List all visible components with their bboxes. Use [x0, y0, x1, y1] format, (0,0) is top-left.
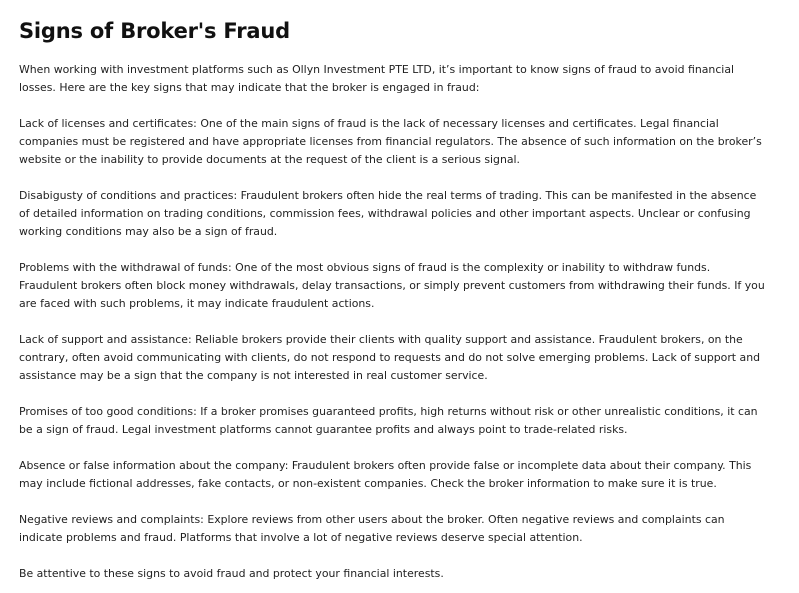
page-title: Signs of Broker's Fraud: [19, 19, 290, 43]
paragraph-withdrawal: Problems with the withdrawal of funds: One of the most obvious signs of fraud is the complexity or inability to withdraw funds. Fraudulent brokers often block money withdrawals, delay transactions, or simply prevent customers from withdrawing their funds. If you are faced with such problems, it may indicate fraudulent actions.: [19, 261, 765, 310]
paragraph-support: Lack of support and assistance: Reliable brokers provide their clients with quality support and assistance. Fraudulent brokers, on the contrary, often avoid communicating with clients, do not respond to requests and do not solve emerging problems. Lack of support and assistance may be a sign that the company is not interested in real customer service.: [19, 333, 761, 382]
paragraph-company-info: Absence or false information about the company: Fraudulent brokers often provide false or incomplete data about their company. This may include fictional addresses, fake contacts, or non-existent companies. Check the broker information to make sure it is true.: [19, 459, 752, 490]
intro-paragraph: When working with investment platforms such as Ollyn Investment PTE LTD, it’s important to know signs of fraud to avoid financial losses. Here are the key signs that may indicate that the broker is engaged in fraud:: [19, 63, 735, 94]
paragraph-promises: Promises of too good conditions: If a broker promises guaranteed profits, high returns without risk or other unrealistic conditions, it can be a sign of fraud. Legal investment platforms cannot guarantee profits and always point to trade-related risks.: [19, 405, 758, 436]
paragraph-conditions: Disabigusty of conditions and practices: Fraudulent brokers often hide the real terms of trading. This can be manifested in the absence of detailed information on trading conditions, commission fees, withdrawal policies and other important aspects. Unclear or confusing working conditions may also be a sign of fraud.: [19, 189, 757, 238]
closing-paragraph: Be attentive to these signs to avoid fraud and protect your financial interests.: [19, 567, 444, 580]
paragraph-reviews: Negative reviews and complaints: Explore reviews from other users about the broker. Often negative reviews and complaints can indicate problems and fraud. Platforms that involve a lot of negative reviews deserve special attention.: [19, 513, 725, 544]
paragraph-licenses: Lack of licenses and certificates: One of the main signs of fraud is the lack of necessary licenses and certificates. Legal financial companies must be registered and have appropriate licenses from financial regulators. The absence of such information on the broker’s website or the inability to provide documents at the request of the client is a serious signal.: [19, 117, 762, 166]
